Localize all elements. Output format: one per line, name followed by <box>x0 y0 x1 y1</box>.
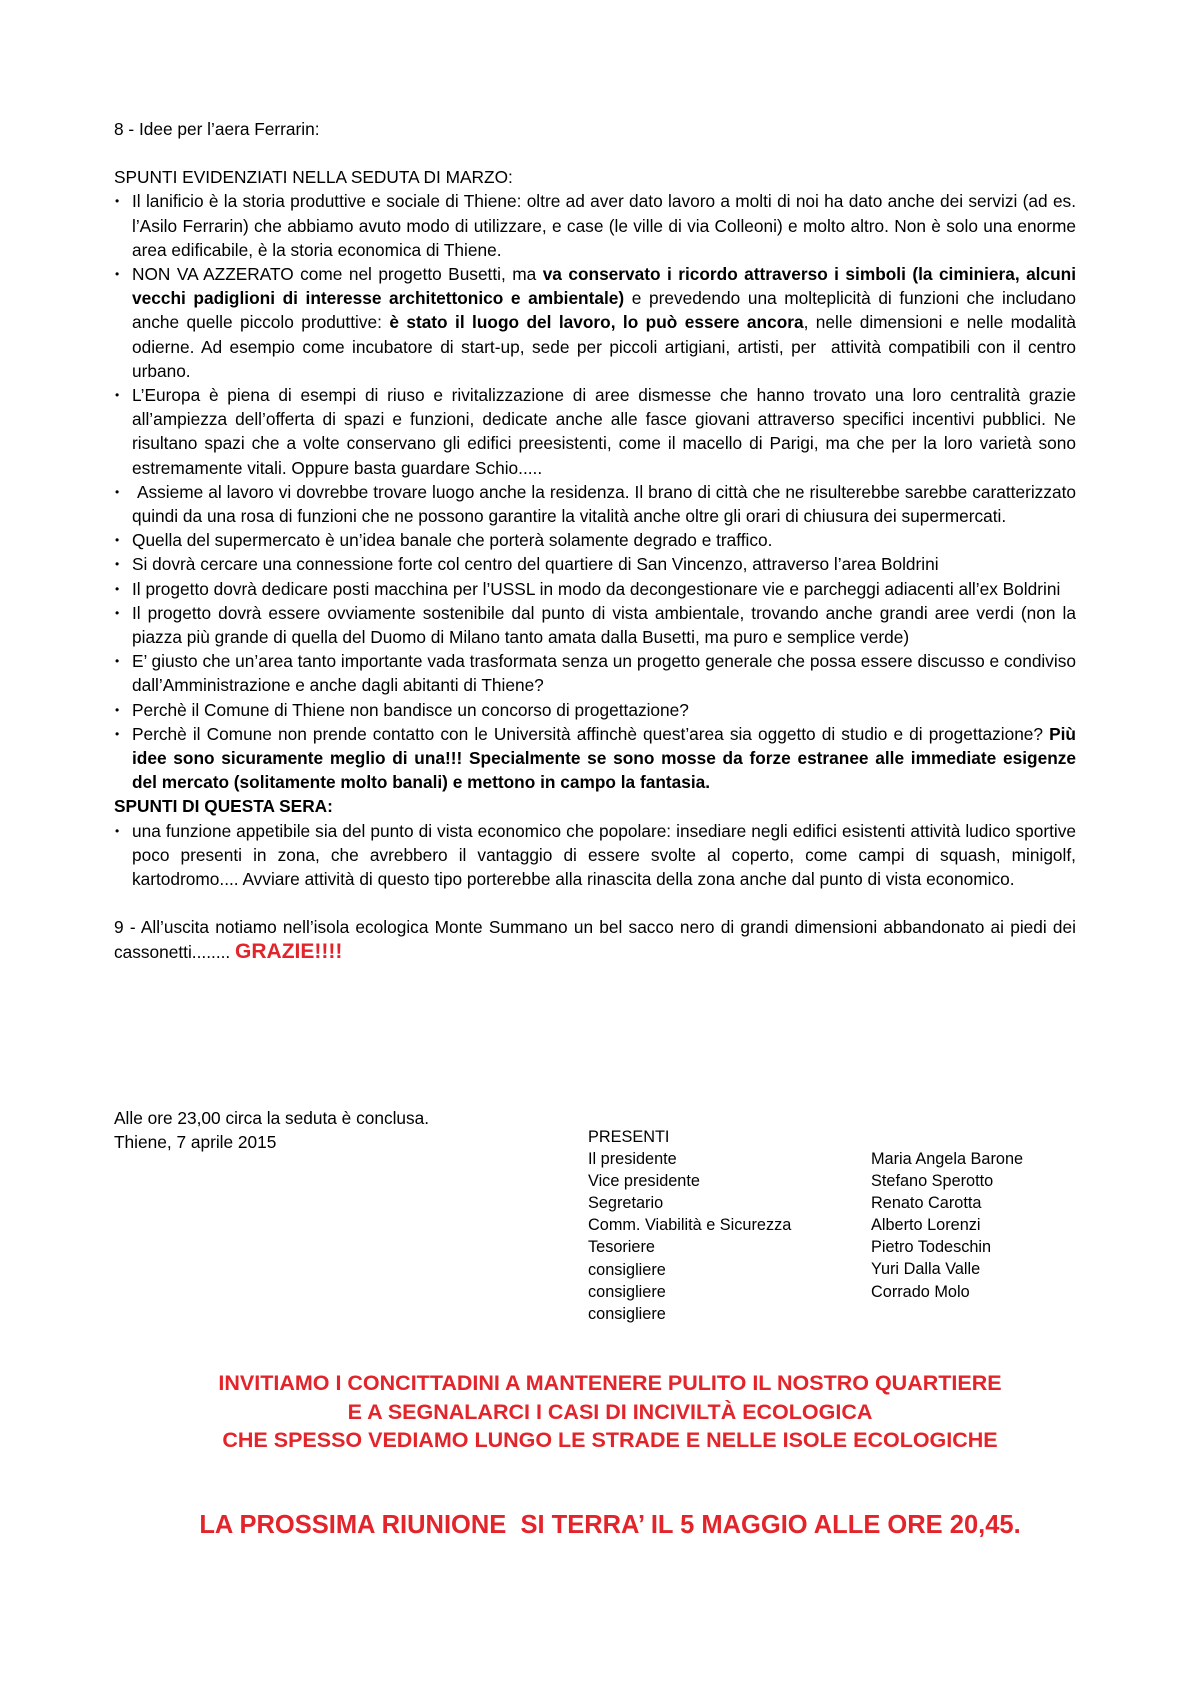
point-text: Il lanificio è la storia produttive e sociale di Thiene: oltre ad aver dato lavoro a molti di noi ha dato anche dei servizi (ad es. l’Asilo Ferrarin) che abbiamo avuto modo di utilizzare, e case (le ville di via Colleoni) e molto altro. Non è solo una enorme area edificabile, è la storia economica di Thiene. <box>132 191 1076 260</box>
closing-time: Alle ore 23,00 circa la seduta è conclusa. <box>114 1108 430 1128</box>
list-item <box>114 480 1076 528</box>
attendee-role: Tesoriere <box>588 1238 655 1257</box>
attendee-name: Renato Carotta <box>871 1194 982 1213</box>
point-text: Il progetto dovrà essere ovviamente sostenibile dal punto di vista ambientale, trovando anche grandi aree verdi (non la piazza più grande di quella del Duomo di Milano tanto amata dalla Busetti, ma puro e semplice verde) <box>132 602 1076 648</box>
evening-points-list <box>114 819 1076 892</box>
spacer <box>114 141 1076 165</box>
list-item <box>114 552 1076 576</box>
point-text: Si dovrà cercare una connessione forte col centro del quartiere di San Vincenzo, attraverso l’area Boldrini <box>132 554 939 575</box>
attendees-names <box>871 1148 1023 1303</box>
point-text: Il progetto dovrà dedicare posti macchina per l’USSL in modo da decongestionare vie e parcheggi adiacenti all’ex Boldrini <box>132 578 1061 599</box>
attendees-heading: PRESENTI <box>588 1128 670 1146</box>
attendee-name: Yuri Dalla Valle <box>871 1260 981 1279</box>
point-text: , nelle dimensioni e nelle modalità odierne. Ad esempio come incubatore di start-up, sede per piccoli artigiani, artisti, per attività compatibili con il centro urbano. <box>132 312 1076 381</box>
march-points-list <box>114 189 1076 794</box>
attendee-role: consigliere <box>588 1304 666 1323</box>
appeal-line: E A SEGNALARCI I CASI DI INCIVILTÀ ECOLOGICA <box>347 1399 873 1424</box>
list-item <box>114 698 1076 722</box>
spacer <box>114 891 1076 915</box>
point-text: e prevedendo una molteplicità di funzioni che includano anche quelle piccolo produttive: <box>132 288 1076 333</box>
minutes-body <box>114 117 1076 964</box>
closing-block <box>114 1106 429 1154</box>
point-text: Perchè il Comune di Thiene non bandisce un concorso di progettazione? <box>132 699 689 720</box>
attendee-name: Alberto Lorenzi <box>871 1216 981 1235</box>
attendee-name: Pietro Todeschin <box>871 1238 992 1257</box>
list-item <box>114 528 1076 552</box>
next-meeting-notice: LA PROSSIMA RIUNIONE SI TERRA’ IL 5 MAGGIO ALLE ORE 20,45. <box>199 1511 1021 1539</box>
evening-heading: SPUNTI DI QUESTA SERA: <box>114 796 333 817</box>
attendees-roles <box>588 1126 791 1325</box>
list-item <box>114 649 1076 697</box>
attendee-role: Segretario <box>588 1194 664 1213</box>
list-item <box>114 819 1076 892</box>
appeal-line: INVITIAMO I CONCITTADINI A MANTENERE PULITO IL NOSTRO QUARTIERE <box>218 1371 1002 1395</box>
list-item <box>114 722 1076 795</box>
point-text: Quella del supermercato è un’idea banale che porterà solamente degrado e traffico. <box>132 530 773 551</box>
item-9 <box>114 915 1076 963</box>
list-item <box>114 383 1076 480</box>
attendee-role: Vice presidente <box>588 1172 700 1191</box>
item-8-heading: 8 - Idee per l’aera Ferrarin: <box>114 119 320 139</box>
item-9-text: 9 - All’uscita notiamo nell’isola ecologica Monte Summano un bel sacco nero di grandi dimensioni abbandonato ai piedi dei cassonetti........ <box>114 917 1076 962</box>
thanks-text: GRAZIE!!!! <box>235 939 343 963</box>
point-text: Perchè il Comune non prende contatto con le Università affinchè quest’area sia oggetto di studio e di progettazione? <box>132 723 1050 744</box>
attendee-role: Il presidente <box>588 1150 677 1169</box>
march-heading: SPUNTI EVIDENZIATI NELLA SEDUTA DI MARZO: <box>114 167 513 188</box>
point-bold-text: va conservato i ricordo attraverso i simboli (la ciminiera, alcuni vecchi padiglioni di interesse architettonico e ambientale) <box>132 264 1077 309</box>
point-text: L’Europa è piena di esempi di riuso e rivitalizzazione di aree dismesse che hanno trovato una loro centralità grazie all’ampiezza dell’offerta di spazi e funzioni, dedicate anche alle fasce giovani attraverso specifici incentivi pubblici. Ne risultano spazi che a volte conservano gli edifici preesistenti, come il macello di Parigi, ma che per la loro varietà sono estremamente vitali. Oppure basta guardare Schio..... <box>132 385 1076 478</box>
point-text: Assieme al lavoro vi dovrebbe trovare luogo anche la residenza. Il brano di città che ne risulterebbe sarebbe caratterizzato quindi da una rosa di funzioni che ne possono garantire la vitalità anche oltre gli orari di chiusura dei supermercati. <box>132 481 1076 527</box>
point-bold-text: è stato il luogo del lavoro, lo può essere ancora <box>389 312 804 333</box>
point-text: NON VA AZZERATO come nel progetto Busetti, ma <box>132 264 543 285</box>
attendee-role: consigliere <box>588 1282 666 1301</box>
attendee-role: Comm. Viabilità e Sicurezza <box>588 1216 792 1235</box>
attendee-name: Stefano Sperotto <box>871 1172 994 1191</box>
point-bold-text: Più idee sono sicuramente meglio di una!!! Specialmente se sono mosse da forze estranee alle immediate esigenze del mercato (solitamente molto banali) e mettono in campo la fantasia. <box>132 723 1076 793</box>
list-item <box>114 189 1076 262</box>
list-item <box>114 262 1076 383</box>
list-item <box>114 577 1076 601</box>
point-text: una funzione appetibile sia del punto di vista economico che popolare: insediare negli edifici esistenti attività ludico sportive poco presenti in zona, che avrebbero il vantaggio di essere svolte al coperto, come campi di squash, minigolf, kartodromo.... Avviare attività di questo tipo porterebbe alla rinascita della zona anche dal punto di vista economico. <box>132 820 1076 890</box>
list-item <box>114 601 1076 649</box>
attendee-role: consigliere <box>588 1260 666 1279</box>
point-text: E’ giusto che un’area tanto importante vada trasformata senza un progetto generale che possa essere discusso e condiviso dall’Amministrazione e anche dagli abitanti di Thiene? <box>132 651 1076 696</box>
appeal-line: CHE SPESSO VEDIAMO LUNGO LE STRADE E NELLE ISOLE ECOLOGICHE <box>222 1428 998 1452</box>
attendee-name: Corrado Molo <box>871 1282 970 1301</box>
closing-date: Thiene, 7 aprile 2015 <box>114 1132 277 1152</box>
attendee-name: Maria Angela Barone <box>871 1150 1024 1168</box>
citizen-appeal <box>0 1369 1190 1455</box>
